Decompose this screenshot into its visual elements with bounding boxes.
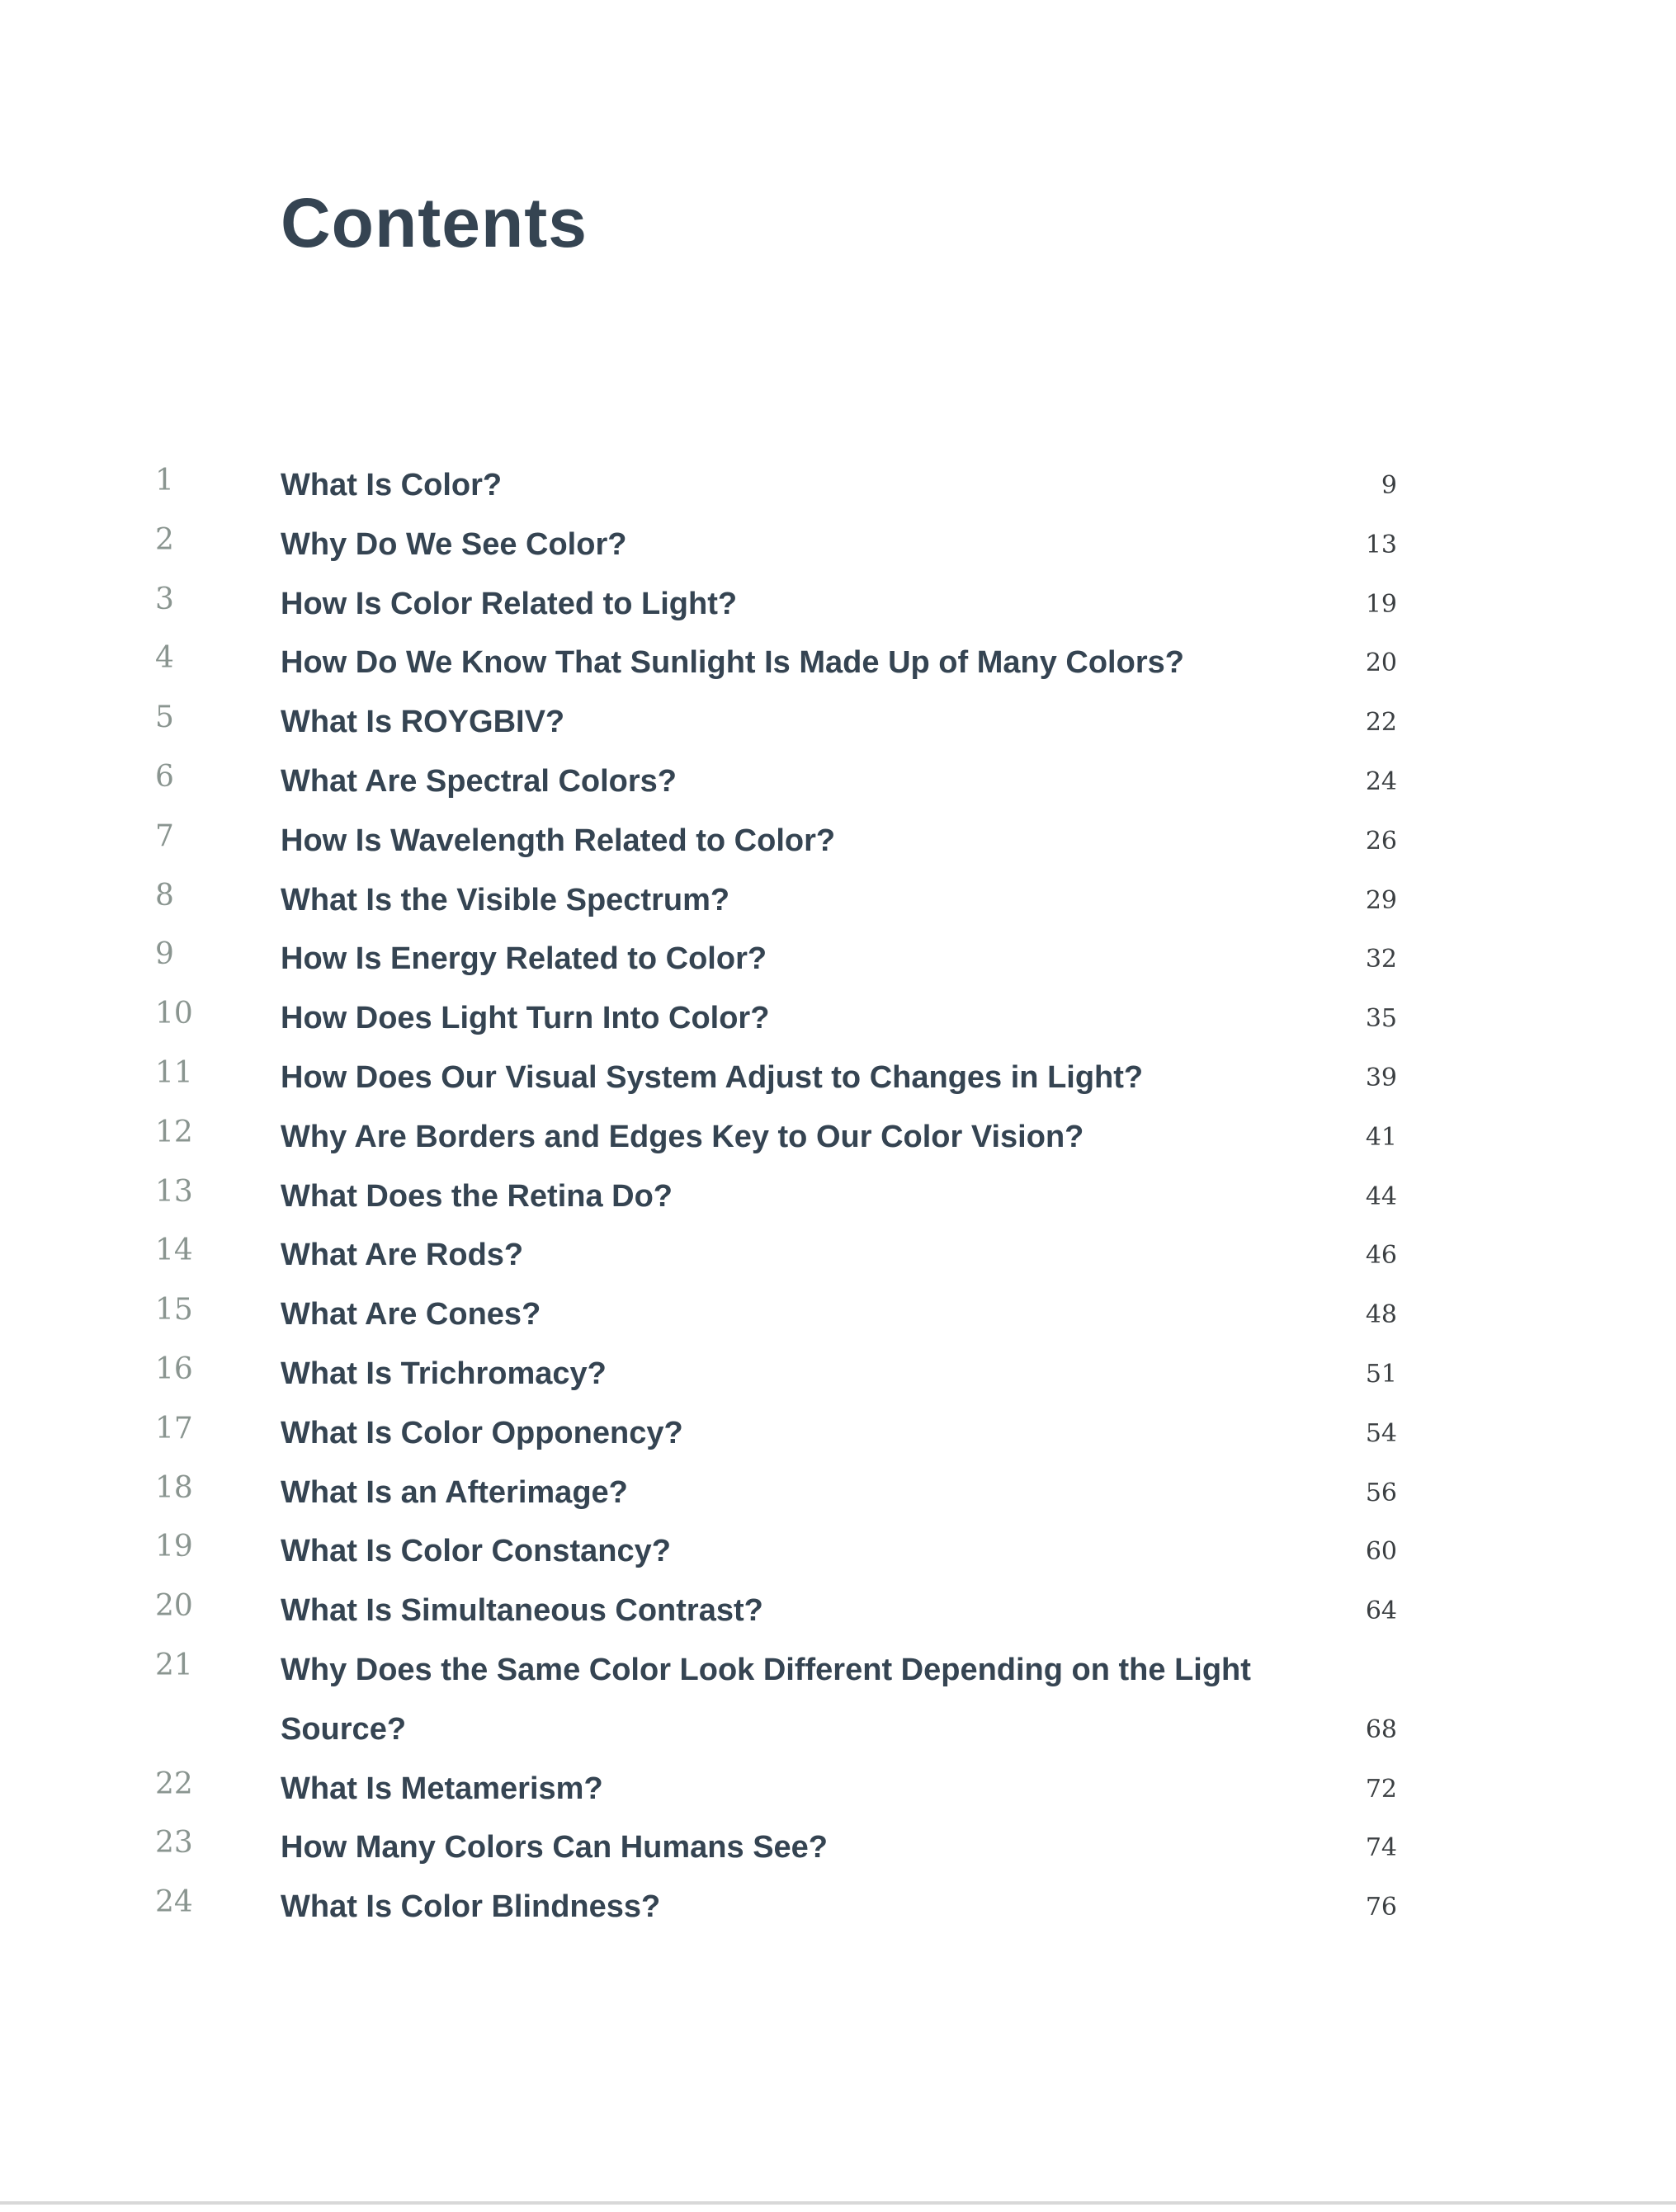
toc-entry[interactable] xyxy=(0,1285,1676,1345)
toc-entry[interactable] xyxy=(0,1641,1676,1760)
chapter-title: What Does the Retina Do? xyxy=(281,1178,673,1214)
page-number: 46 xyxy=(1365,1241,1397,1271)
chapter-title: What Is ROYGBIV? xyxy=(281,705,565,740)
chapter-title: What Is Color Constancy? xyxy=(281,1534,671,1569)
page-number: 60 xyxy=(1365,1537,1397,1567)
page-number: 41 xyxy=(1365,1122,1397,1152)
chapter-number: 17 xyxy=(155,1411,193,1446)
page-number: 76 xyxy=(1365,1893,1397,1922)
page-number: 64 xyxy=(1365,1597,1397,1626)
toc-entry[interactable] xyxy=(0,1049,1676,1108)
toc-entry[interactable] xyxy=(0,930,1676,989)
chapter-number: 1 xyxy=(155,464,174,498)
chapter-title: Why Does the Same Color Look Different Depending on the Light Source? xyxy=(281,1652,1251,1747)
page-number: 74 xyxy=(1365,1833,1397,1863)
chapter-number: 19 xyxy=(155,1530,193,1564)
chapter-number: 16 xyxy=(155,1351,193,1386)
toc-entry[interactable] xyxy=(0,1878,1676,1937)
page-number: 44 xyxy=(1365,1181,1397,1211)
toc-entry[interactable] xyxy=(0,1345,1676,1404)
chapter-number: 20 xyxy=(155,1589,193,1624)
page-number: 56 xyxy=(1365,1478,1397,1507)
page-number: 35 xyxy=(1365,1004,1397,1034)
chapter-number: 23 xyxy=(155,1826,193,1861)
chapter-title: What Are Spectral Colors? xyxy=(281,763,677,799)
page-number: 68 xyxy=(1365,1714,1397,1744)
chapter-title: What Is Color? xyxy=(281,468,503,502)
toc-entry[interactable] xyxy=(0,456,1676,516)
chapter-title: How Does Light Turn Into Color? xyxy=(281,1001,770,1036)
chapter-title: What Is Color Opponency? xyxy=(281,1415,683,1450)
page-number: 26 xyxy=(1365,826,1397,856)
chapter-number: 13 xyxy=(155,1174,193,1209)
chapter-number: 22 xyxy=(155,1766,193,1801)
chapter-title: How Is Wavelength Related to Color? xyxy=(281,823,836,858)
chapter-title: What Are Cones? xyxy=(281,1297,541,1332)
toc-entry[interactable] xyxy=(0,693,1676,752)
page-number: 51 xyxy=(1365,1359,1397,1389)
chapter-number: 5 xyxy=(155,700,174,735)
chapter-number: 24 xyxy=(155,1885,193,1920)
chapter-number: 9 xyxy=(155,937,174,972)
chapter-title: How Do We Know That Sunlight Is Made Up of Many Colors? xyxy=(281,645,1184,681)
chapter-number: 11 xyxy=(155,1055,193,1090)
chapter-number: 7 xyxy=(155,818,174,853)
scan-edge-divider xyxy=(0,2201,1676,2205)
chapter-number: 14 xyxy=(155,1233,193,1268)
chapter-number: 8 xyxy=(155,878,174,913)
toc-entry[interactable] xyxy=(0,634,1676,693)
chapter-number: 10 xyxy=(155,997,193,1031)
toc-entry[interactable] xyxy=(0,1464,1676,1523)
chapter-number: 12 xyxy=(155,1115,193,1149)
toc-entry[interactable] xyxy=(0,752,1676,812)
chapter-number: 3 xyxy=(155,582,174,616)
chapter-title: How Is Color Related to Light? xyxy=(281,586,738,621)
page-number: 20 xyxy=(1365,649,1397,678)
toc-entry[interactable] xyxy=(0,516,1676,575)
chapter-title: What Are Rods? xyxy=(281,1238,524,1273)
toc-entry[interactable] xyxy=(0,1760,1676,1819)
chapter-number: 18 xyxy=(155,1470,193,1505)
page-number: 29 xyxy=(1365,885,1397,915)
page-number: 19 xyxy=(1365,589,1397,619)
toc-entry[interactable] xyxy=(0,1404,1676,1464)
page-number: 39 xyxy=(1365,1063,1397,1092)
page-number: 72 xyxy=(1365,1774,1397,1804)
page-number: 13 xyxy=(1365,530,1397,559)
chapter-number: 4 xyxy=(155,641,174,676)
chapter-title: How Does Our Visual System Adjust to Changes in Light? xyxy=(281,1059,1144,1095)
page-number: 22 xyxy=(1365,708,1397,738)
chapter-title: Why Do We See Color? xyxy=(281,526,627,562)
chapter-title: What Is an Afterimage? xyxy=(281,1474,628,1510)
chapter-title: What Is Metamerism? xyxy=(281,1771,603,1806)
toc-entry[interactable] xyxy=(0,575,1676,634)
chapter-number: 6 xyxy=(155,759,174,794)
chapter-title: What Is the Visible Spectrum? xyxy=(281,882,730,917)
toc-entry[interactable] xyxy=(0,1582,1676,1641)
chapter-number: 15 xyxy=(155,1293,193,1328)
page-number: 9 xyxy=(1381,471,1397,500)
page-number: 24 xyxy=(1365,766,1397,796)
chapter-number: 21 xyxy=(155,1648,193,1682)
chapter-title: What Is Trichromacy? xyxy=(281,1356,607,1391)
toc-entry[interactable] xyxy=(0,1226,1676,1285)
toc-entry[interactable] xyxy=(0,989,1676,1049)
page-title: Contents xyxy=(281,184,588,262)
toc-entry[interactable] xyxy=(0,1818,1676,1878)
table-of-contents xyxy=(0,456,1676,1937)
toc-entry[interactable] xyxy=(0,812,1676,871)
chapter-number: 2 xyxy=(155,522,174,557)
chapter-title: How Is Energy Related to Color? xyxy=(281,941,767,977)
chapter-title: What Is Color Blindness? xyxy=(281,1889,661,1925)
chapter-title: Why Are Borders and Edges Key to Our Color Vision? xyxy=(281,1119,1084,1154)
page-number: 48 xyxy=(1365,1300,1397,1330)
page-number: 54 xyxy=(1365,1418,1397,1448)
chapter-title: What Is Simultaneous Contrast? xyxy=(281,1593,763,1629)
chapter-title: How Many Colors Can Humans See? xyxy=(281,1830,829,1865)
toc-entry[interactable] xyxy=(0,1167,1676,1227)
toc-entry[interactable] xyxy=(0,871,1676,931)
page-number: 32 xyxy=(1365,945,1397,974)
toc-entry[interactable] xyxy=(0,1522,1676,1582)
toc-entry[interactable] xyxy=(0,1108,1676,1167)
